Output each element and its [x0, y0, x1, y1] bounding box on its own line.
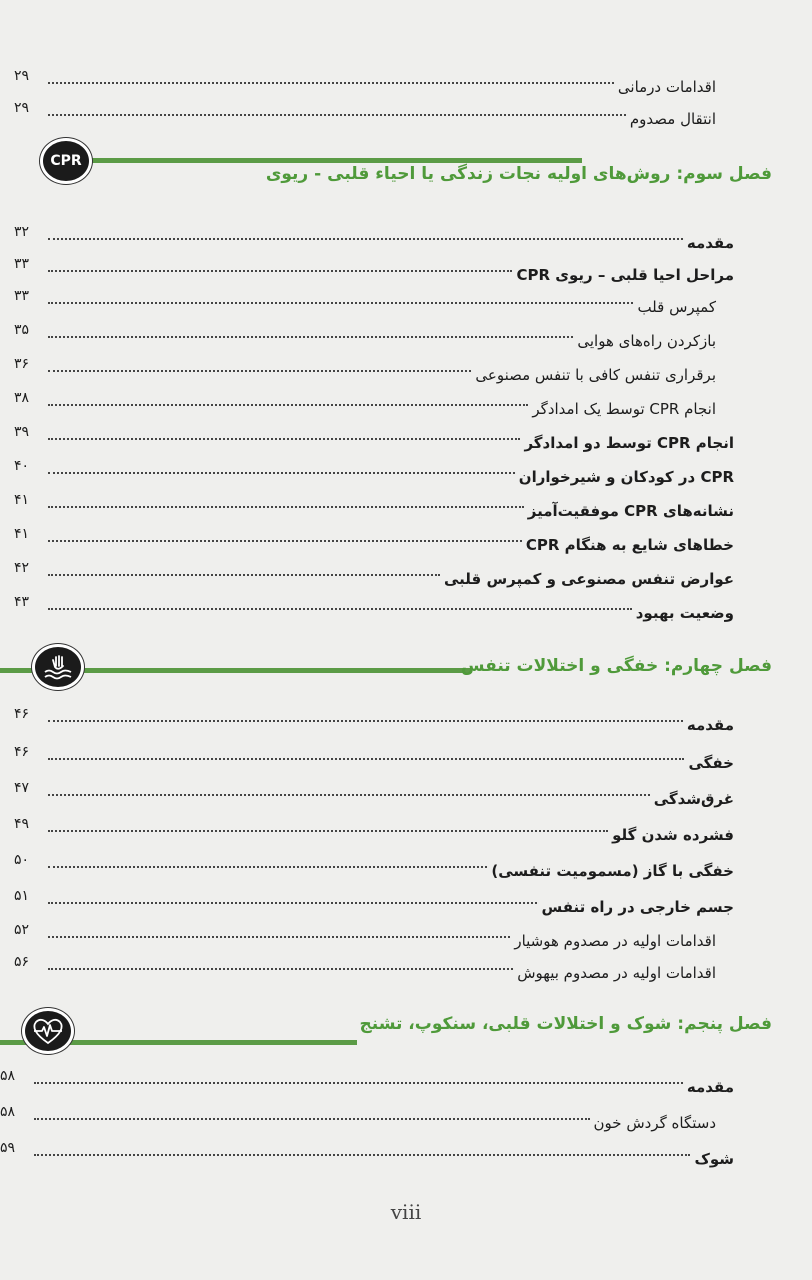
entry-title: دستگاه گردش خون	[593, 1114, 716, 1132]
dot-leader	[48, 720, 683, 722]
drowning-hand-icon-graphic	[43, 654, 73, 680]
entry-title: نشانه‌های CPR موفقیت‌آمیز	[527, 502, 734, 520]
toc-entry	[14, 288, 716, 316]
page-number: ۲۹	[14, 68, 30, 84]
dot-leader	[48, 574, 440, 576]
page-number: ۴۶	[14, 744, 30, 760]
entry-title: غرق‌شدگی	[653, 790, 734, 808]
entry-title: مراحل احیا قلبی – ریوی CPR	[516, 266, 734, 284]
page-number: ۳۳	[14, 256, 30, 272]
dot-leader	[48, 438, 520, 440]
page-number: ۴۱	[14, 492, 30, 508]
page-number: ۵۸	[0, 1104, 16, 1120]
toc-entry	[14, 954, 716, 982]
page-number: ۳۵	[14, 322, 30, 338]
chapter-rule	[80, 158, 582, 163]
toc-entry	[14, 922, 716, 950]
page-folio: viii	[390, 1200, 422, 1224]
dot-leader	[48, 794, 650, 796]
dot-leader	[34, 1082, 683, 1084]
entry-title: انجام CPR توسط دو امدادگر	[524, 434, 734, 452]
page-number: ۴۷	[14, 780, 30, 796]
dot-leader	[48, 902, 537, 904]
toc-entry	[14, 458, 734, 486]
chapter-3-header	[0, 138, 812, 188]
dot-leader	[48, 936, 510, 938]
page-number: ۳۳	[14, 288, 30, 304]
dot-leader	[48, 370, 471, 372]
emblem-label: CPR	[50, 153, 82, 169]
entry-title: عوارض تنفس مصنوعی و کمپرس قلبی	[444, 570, 734, 588]
page-number: ۳۲	[14, 224, 30, 240]
chapter-5-header	[0, 1000, 812, 1050]
page-number: ۵۸	[0, 1068, 16, 1084]
entry-title: وضعیت بهبود	[635, 604, 734, 622]
entry-title: CPR در کودکان و شیرخواران	[518, 468, 734, 486]
entry-title: مقدمه	[686, 234, 734, 252]
dot-leader	[48, 758, 684, 760]
page-number: ۳۹	[14, 424, 30, 440]
toc-entry	[14, 100, 716, 128]
toc-entry	[14, 852, 734, 880]
toc-entry	[0, 1140, 734, 1168]
chapter-4-header	[0, 640, 812, 690]
toc-entry	[14, 492, 734, 520]
toc-entry	[14, 356, 716, 384]
heart-pulse-icon	[22, 1008, 74, 1054]
entry-title: اقدامات اولیه در مصدوم بیهوش	[517, 964, 716, 982]
page-number: ۳۶	[14, 356, 30, 372]
toc-entry	[14, 224, 734, 252]
dot-leader	[48, 238, 683, 240]
dot-leader	[48, 336, 573, 338]
dot-leader	[48, 270, 512, 272]
entry-title: اقدامات درمانی	[617, 78, 716, 96]
toc-entry	[14, 594, 734, 622]
entry-title: انتقال مصدوم	[629, 110, 716, 128]
entry-title: خفگی	[688, 754, 734, 772]
entry-title: کمپرس قلب	[637, 298, 716, 316]
toc-entry	[14, 424, 734, 452]
entry-title: بازکردن راه‌های هوایی	[577, 332, 716, 350]
page-number: ۵۶	[14, 954, 30, 970]
dot-leader	[48, 82, 614, 84]
entry-title: مقدمه	[686, 1078, 734, 1096]
entry-title: فشرده شدن گلو	[612, 826, 734, 844]
entry-title: خفگی با گاز (مسمومیت تنفسی)	[491, 862, 734, 880]
entry-title: مقدمه	[686, 716, 734, 734]
page-number: ۴۹	[14, 816, 30, 832]
chapter-title: فصل پنجم: شوک و اختلالات قلبی، سنکوپ، تشنج	[359, 1014, 772, 1034]
page-number: ۵۱	[14, 888, 30, 904]
entry-title: خطاهای شایع به هنگام CPR	[525, 536, 734, 554]
toc-entry	[14, 390, 716, 418]
toc-entry	[0, 1068, 734, 1096]
page-number: ۴۱	[14, 526, 30, 542]
dot-leader	[48, 506, 524, 508]
toc-entry	[14, 526, 734, 554]
dot-leader	[48, 540, 522, 542]
entry-title: برقراری تنفس کافی با تنفس مصنوعی	[475, 366, 716, 384]
toc-entry	[14, 744, 734, 772]
page-number: ۵۰	[14, 852, 30, 868]
dot-leader	[48, 968, 513, 970]
toc-entry	[14, 322, 716, 350]
toc-entry	[14, 706, 734, 734]
dot-leader	[48, 830, 608, 832]
entry-title: جسم خارجی در راه تنفس	[541, 898, 734, 916]
toc-entry	[14, 256, 734, 284]
page-number: ۲۹	[14, 100, 30, 116]
cpr-emblem-icon	[40, 138, 92, 184]
toc-entry	[14, 816, 734, 844]
page-number: ۴۳	[14, 594, 30, 610]
dot-leader	[48, 866, 487, 868]
toc-entry	[14, 780, 734, 808]
dot-leader	[48, 608, 632, 610]
toc-entry	[14, 560, 734, 588]
entry-title: انجام CPR توسط یک امدادگر	[532, 400, 716, 418]
page-number: ۴۶	[14, 706, 30, 722]
page-number: ۴۲	[14, 560, 30, 576]
dot-leader	[48, 404, 528, 406]
entry-title: اقدامات اولیه در مصدوم هوشیار	[514, 932, 716, 950]
dot-leader	[48, 472, 515, 474]
dot-leader	[48, 302, 633, 304]
heart-pulse-icon-graphic	[31, 1017, 65, 1045]
chapter-title: فصل چهارم: خفگی و اختلالات تنفس	[461, 656, 772, 676]
toc-entry	[0, 1104, 716, 1132]
drowning-hand-icon	[32, 644, 84, 690]
page-number: ۵۹	[0, 1140, 16, 1156]
chapter-title: فصل سوم: روش‌های اولیه نجات زندگی یا احیاء قلبی - ریوی	[265, 164, 772, 184]
toc-entry	[14, 888, 734, 916]
dot-leader	[34, 1118, 590, 1120]
page-number: ۵۲	[14, 922, 30, 938]
page-number: ۴۰	[14, 458, 30, 474]
dot-leader	[34, 1154, 690, 1156]
entry-title: شوک	[694, 1150, 734, 1168]
dot-leader	[48, 114, 626, 116]
page-number: ۳۸	[14, 390, 30, 406]
toc-entry	[14, 68, 716, 96]
